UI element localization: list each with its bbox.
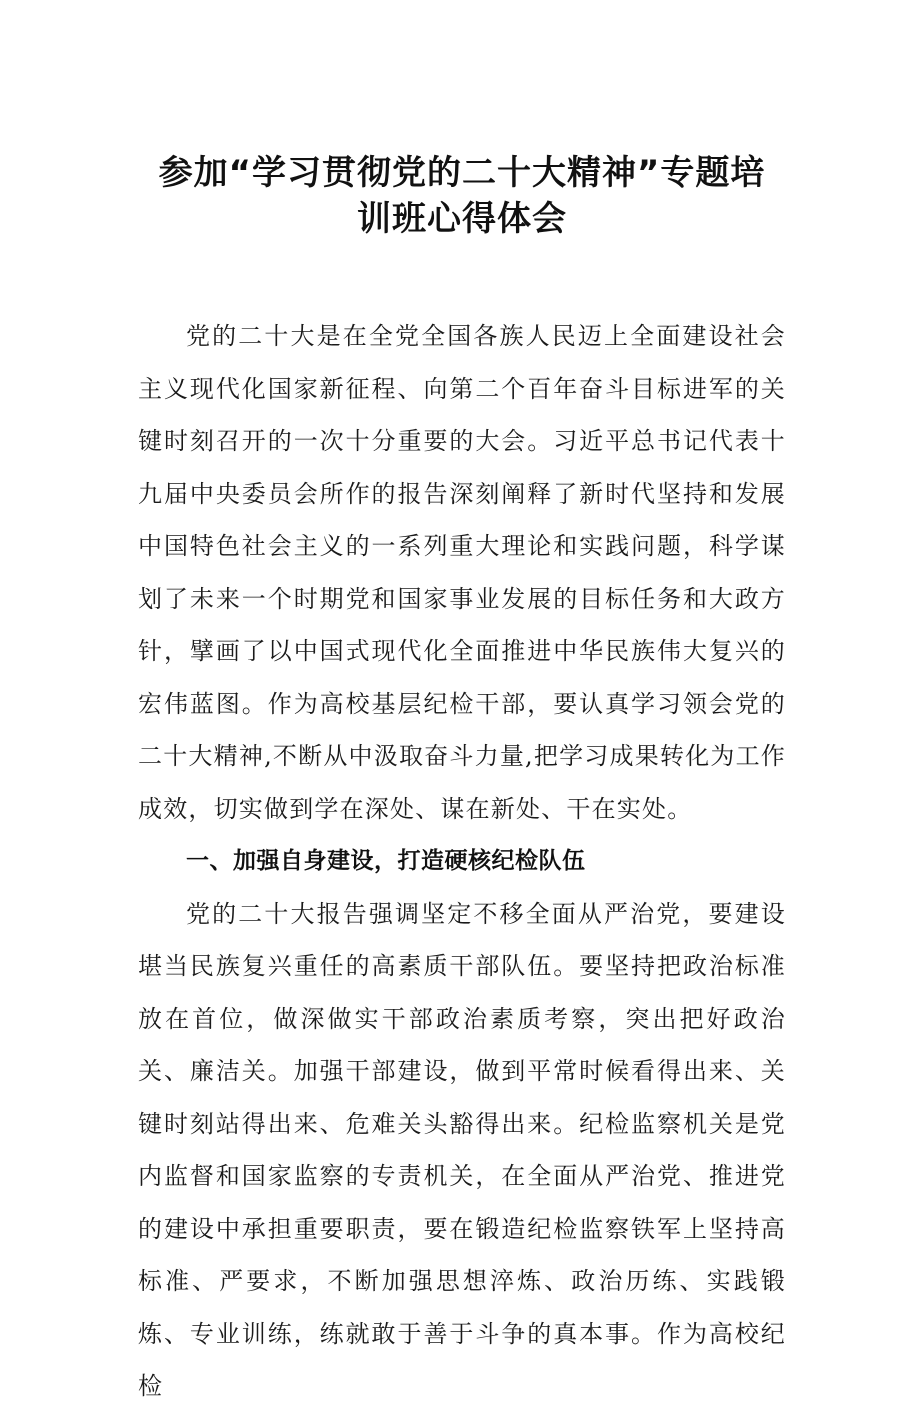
section-1-paragraph: 党的二十大报告强调坚定不移全面从严治党，要建设堪当民族复兴重任的高素质干部队伍。要坚持把政治标准放在首位，做深做实干部政治素质考察，突出把好政治关、廉洁关。加强干部建设，做到平常时候看得出来、关键时刻站得出来、危难关头豁得出来。纪检监察机关是党内监督和国家监察的专责机关，在全面从严治党、推进党的建设中承担重要职责，要在锻造纪检监察铁军上坚持高标准、严要求，不断加强思想淬炼、政治历练、实践锻炼、专业训练，练就敢于善于斗争的真本事。作为高校纪检 [138,899,786,1400]
title-line-2: 训班心得体会 [357,199,567,239]
document-title [122,150,802,242]
document-body [138,310,786,1413]
intro-paragraph: 党的二十大是在全党全国各族人民迈上全面建设社会主义现代化国家新征程、向第二个百年奋斗目标进军的关键时刻召开的一次十分重要的大会。习近平总书记代表十九届中央委员会所作的报告深刻阐释了新时代坚持和发展中国特色社会主义的一系列重大理论和实践问题，科学谋划了未来一个时期党和国家事业发展的目标任务和大政方针，擘画了以中国式现代化全面推进中华民族伟大复兴的宏伟蓝图。作为高校基层纪检干部，要认真学习领会党的二十大精神,不断从中汲取奋斗力量,把学习成果转化为工作成效，切实做到学在深处、谋在新处、干在实处。 [138,322,786,823]
title-line-1: 参加“学习贯彻党的二十大精神”专题培 [158,153,766,193]
document-page [138,150,786,1413]
section-heading-1: 一、加强自身建设，打造硬核纪检队伍 [186,848,586,874]
